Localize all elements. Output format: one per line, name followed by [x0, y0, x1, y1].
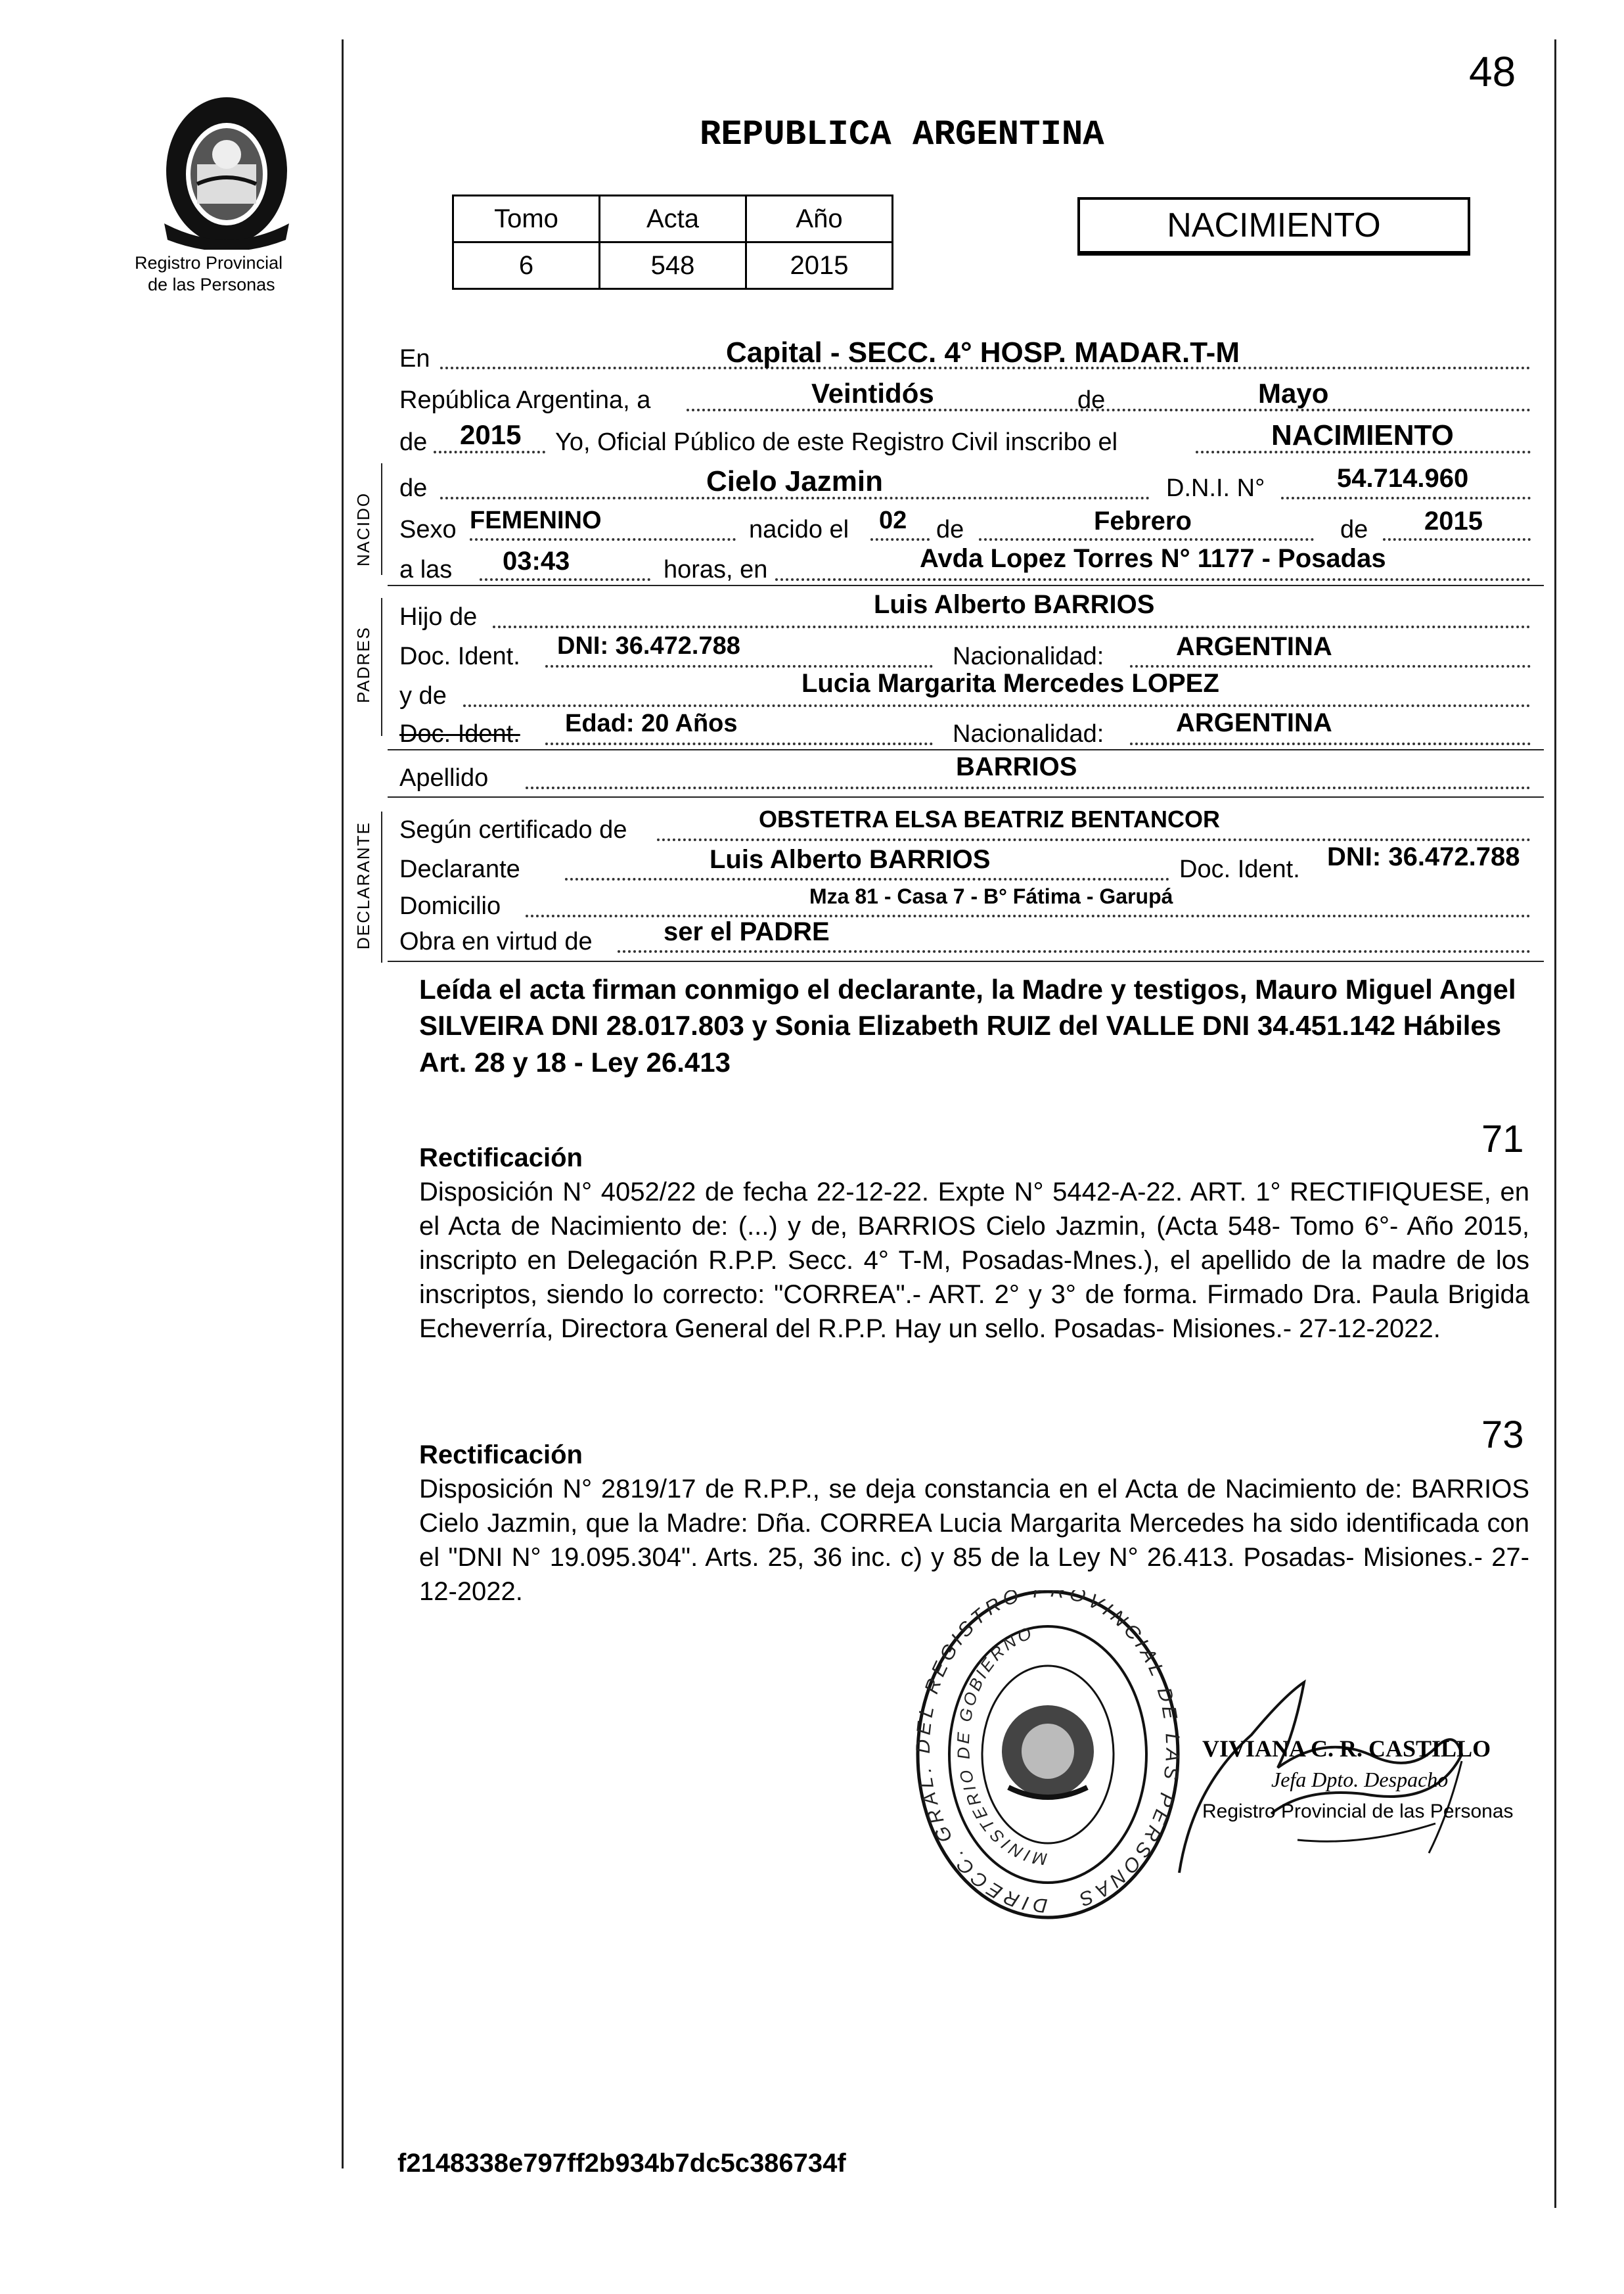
official-seal-icon: [910, 1590, 1186, 1932]
dom-value: Mza 81 - Casa 7 - B° Fátima - Garupá: [809, 884, 1173, 908]
obra-label: Obra en virtud de: [399, 928, 593, 955]
logo-caption-line2: de las Personas: [148, 275, 275, 294]
year-dots: [434, 451, 545, 453]
time-dots: [480, 578, 650, 581]
header-acta: Acta: [600, 196, 746, 242]
father-doc-dots: [545, 665, 933, 668]
dni-label: D.N.I. N°: [1166, 474, 1265, 502]
day-value: Veintidós: [811, 378, 934, 409]
padres-bracket: [381, 598, 382, 736]
dni-dots: [1281, 497, 1531, 499]
mother-value: Lucia Margarita Mercedes LOPEZ: [801, 669, 1219, 698]
signature-org: Registro Provincial de las Personas: [1202, 1801, 1514, 1822]
obra-value: ser el PADRE: [664, 917, 830, 946]
father-nat-value: ARGENTINA: [1176, 632, 1332, 661]
apellido-label: Apellido: [399, 764, 489, 792]
father-doc-label: Doc. Ident.: [399, 643, 520, 670]
mother-dots: [463, 704, 1531, 707]
rect1-body: Disposición N° 4052/22 de fecha 22-12-22. Expte N° 5442-A-22. ART. 1° RECTIFIQUESE, en el Acta de Nacimiento de: (...) y de, BARRIOS Cielo Jazmin, (Acta 548- Tomo 6°- Año 2015, inscripto en Delegación R.P.P. Secc. 4° T-M, Posadas-Mnes.), el apellido de la madre de los inscriptos, siendo lo correcto: "CORREA".- ART. 2° y 3° de forma. Firmado Dra. Paula Brigida Echeverría, Directora General del R.P.P. Hay un sello. Posadas- Misiones.- 27-12-2022.: [419, 1178, 1529, 1343]
birth-month-value: Febrero: [1094, 507, 1192, 536]
dni-value: 54.714.960: [1337, 464, 1469, 493]
sexo-label: Sexo: [399, 516, 457, 543]
decl-label: Declarante: [399, 856, 520, 883]
left-margin-line: [342, 39, 344, 2168]
divider-2: [388, 749, 1544, 750]
mother-doc-dots: [545, 743, 933, 745]
page-number: 48: [1469, 48, 1516, 95]
horas-label: horas, en: [664, 556, 768, 584]
nacido-bracket: [381, 463, 382, 575]
hash-code: f2148338e797ff2b934b7dc5c386734f: [397, 2149, 846, 2178]
en-value: Capital - SECC. 4° HOSP. MADAR.T-M: [726, 336, 1240, 369]
mother-nat-label: Nacionalidad:: [953, 720, 1104, 748]
record-type-box: [1077, 197, 1470, 256]
nacido-el-label: nacido el: [749, 516, 849, 543]
yde-label: y de: [399, 682, 447, 710]
signature-name: VIVIANA C. R. CASTILLO: [1202, 1735, 1491, 1762]
rect1-number: 71: [1481, 1118, 1524, 1160]
father-value: Luis Alberto BARRIOS: [874, 590, 1155, 619]
month-value: Mayo: [1258, 378, 1329, 409]
time-value: 03:43: [503, 547, 570, 576]
place-dots: [775, 578, 1531, 581]
birth-de-label2: de: [1340, 516, 1368, 543]
signature-role: Jefa Dpto. Despacho: [1271, 1768, 1449, 1791]
padres-side-label: PADRES: [353, 626, 373, 703]
record-table: [452, 195, 893, 290]
decl-doc-label: Doc. Ident.: [1179, 856, 1300, 883]
divider-1: [388, 585, 1544, 586]
birth-de-label: de: [936, 516, 964, 543]
hijo-label: Hijo de: [399, 603, 478, 631]
right-margin-line: [1554, 39, 1556, 2208]
birth-month-dots: [979, 538, 1314, 541]
mother-doc-value: Edad: 20 Años: [565, 710, 738, 737]
mother-nat-dots: [1130, 743, 1531, 745]
de-label-month: de: [1077, 386, 1106, 414]
birth-place-value: Avda Lopez Torres N° 1177 - Posadas: [920, 544, 1386, 573]
inscribo-value: NACIMIENTO: [1271, 419, 1454, 451]
value-anio: 2015: [746, 242, 893, 289]
year-prefix: de: [399, 428, 428, 456]
rect1-title: Rectificación: [419, 1143, 583, 1172]
obra-dots: [618, 950, 1531, 953]
decl-doc-value: DNI: 36.472.788: [1327, 842, 1520, 871]
apellido-dots: [526, 787, 1531, 789]
alas-label: a las: [399, 556, 453, 584]
yo-text: Yo, Oficial Público de este Registro Civil inscribo el: [555, 428, 1118, 456]
mother-nat-value: ARGENTINA: [1176, 708, 1332, 737]
record-type: NACIMIENTO: [1167, 206, 1381, 244]
declarante-side-label: DECLARANTE: [353, 821, 373, 950]
nacido-de-label: de: [399, 474, 428, 502]
decl-dots: [565, 878, 1169, 881]
header-anio: Año: [746, 196, 893, 242]
republica-label: República Argentina, a: [399, 386, 651, 414]
coat-of-arms-icon: [151, 92, 302, 250]
value-tomo: 6: [453, 242, 600, 289]
father-doc-value: DNI: 36.472.788: [557, 632, 740, 660]
country-title: REPUBLICA ARGENTINA: [700, 115, 1104, 155]
cert-value: OBSTETRA ELSA BEATRIZ BENTANCOR: [759, 806, 1220, 833]
cert-label: Según certificado de: [399, 816, 627, 844]
birth-year-dots: [1383, 538, 1531, 541]
rect2-title: Rectificación: [419, 1440, 583, 1469]
father-nat-dots: [1130, 665, 1531, 668]
father-dots: [493, 626, 1531, 628]
value-acta: 548: [600, 242, 746, 289]
birth-year-value: 2015: [1424, 507, 1483, 536]
registry-logo: [151, 92, 302, 250]
apellido-value: BARRIOS: [956, 752, 1077, 781]
dom-label: Domicilio: [399, 892, 501, 920]
rect2-body: Disposición N° 2819/17 de R.P.P., se deja constancia en el Acta de Nacimiento de: BARRIOS Cielo Jazmin, que la Madre: Dña. CORREA Lucia Margarita Mercedes ha sido identificada con el "DNI N° 19.095.304". Arts. 25, 36 inc. c) y 85 de la Ley N° 26.413. Posadas- Misiones.- 27-12-2022.: [419, 1475, 1529, 1606]
official-seal: [910, 1590, 1186, 1932]
father-nat-label: Nacionalidad:: [953, 643, 1104, 670]
sexo-value: FEMENINO: [470, 507, 602, 534]
cert-dots: [657, 838, 1531, 841]
logo-caption-line1: Registro Provincial: [135, 253, 283, 273]
mother-doc-label-struck: Doc. Ident.: [399, 720, 520, 748]
year-value: 2015: [460, 419, 522, 450]
decl-value: Luis Alberto BARRIOS: [710, 845, 991, 874]
nacido-side-label: NACIDO: [353, 492, 373, 566]
divider-3: [388, 796, 1544, 798]
witness-note: Leída el acta firman conmigo el declarante, la Madre y testigos, Mauro Miguel Angel SILVEIRA DNI 28.017.803 y Sonia Elizabeth RUIZ del VALLE DNI 34.451.142 Hábiles Art. 28 y 18 - Ley 26.413: [419, 974, 1516, 1078]
divider-4: [388, 961, 1544, 962]
birth-day-value: 02: [879, 507, 907, 534]
seal-outer-text: DIRECC. GRAL. DEL REGISTRO PROVINCIAL DE LAS PERSONAS: [912, 1590, 1184, 1917]
en-label: En: [399, 345, 430, 373]
seal-inner-text: MINISTERIO DE GOBIERNO: [953, 1622, 1049, 1870]
header-tomo: Tomo: [453, 196, 600, 242]
declarante-bracket: [381, 812, 382, 963]
birth-day-dots: [870, 538, 930, 541]
nacido-name-value: Cielo Jazmin: [706, 465, 883, 497]
rect2-number: 73: [1481, 1413, 1524, 1456]
sexo-dots: [470, 538, 736, 541]
